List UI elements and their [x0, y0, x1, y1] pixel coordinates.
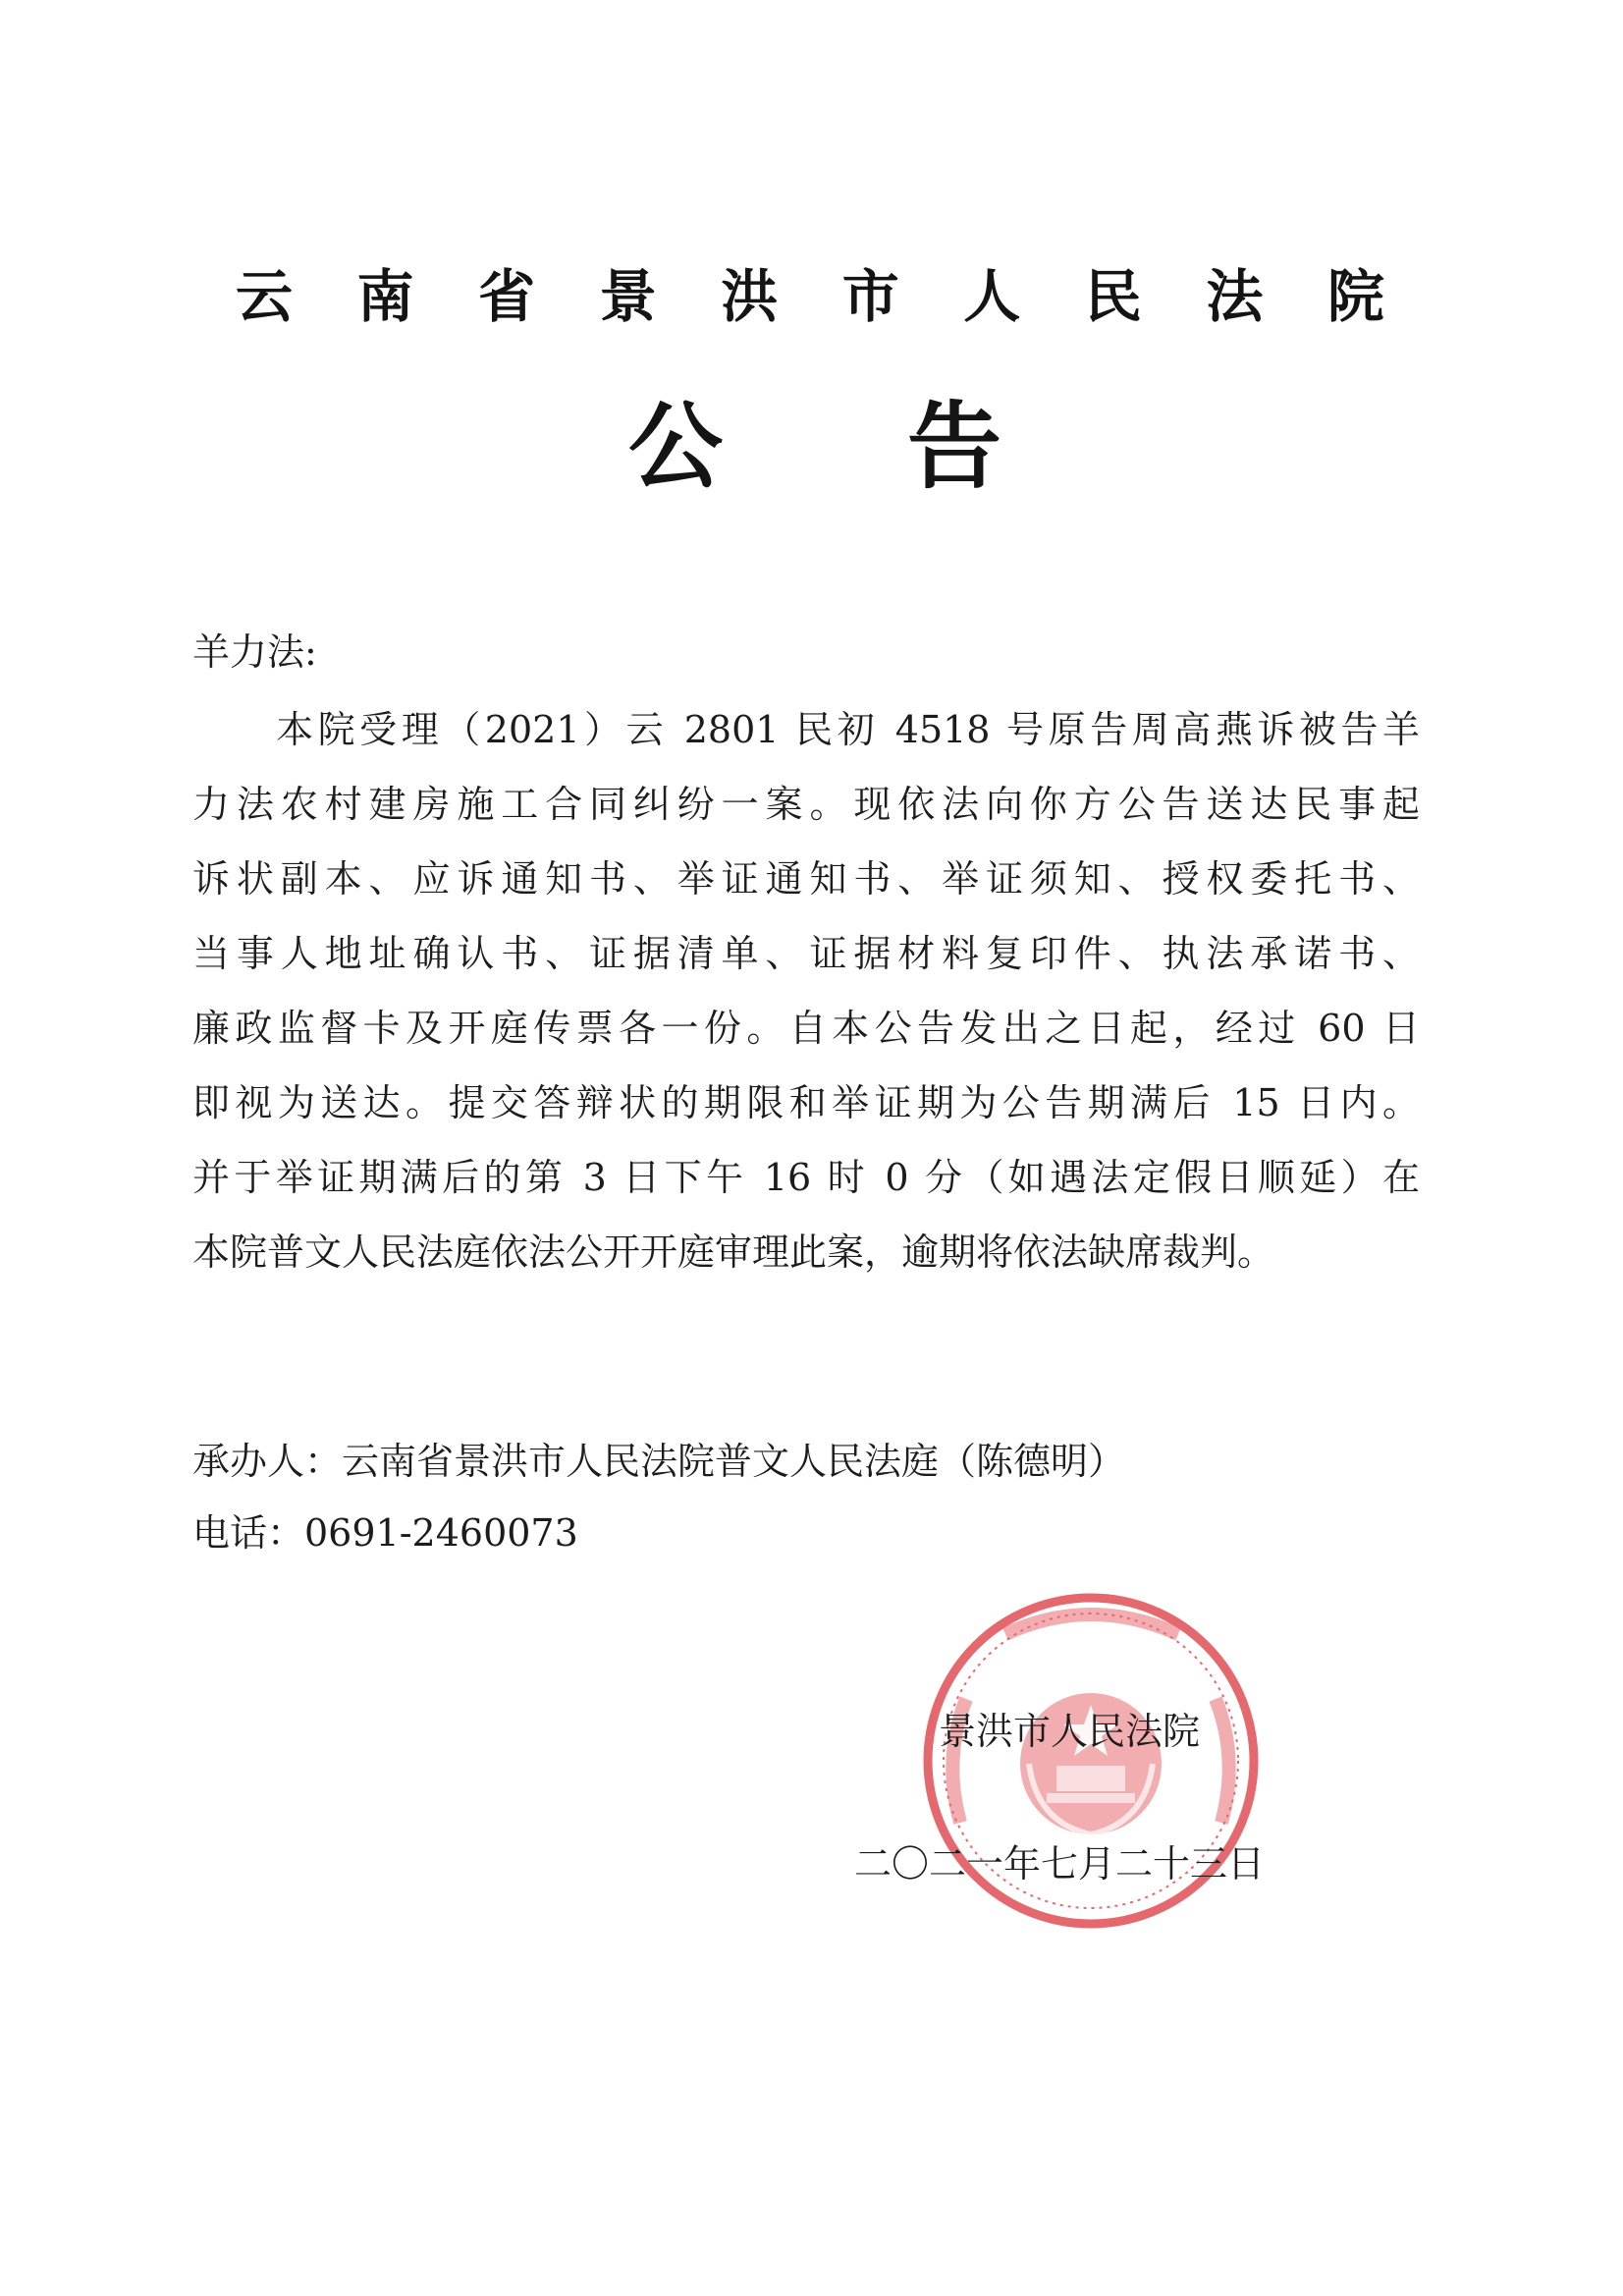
body-line: 即视为送达。提交答辩状的期限和举证期为公告期满后 15 日内。: [192, 1081, 1420, 1124]
court-name-char: 市: [841, 263, 899, 330]
court-name-char: 人: [963, 263, 1021, 330]
court-name-char: 洪: [721, 263, 779, 330]
addressee: 羊力法:: [192, 630, 317, 674]
handler-line: 承办人：云南省景洪市人民法院普文人民法庭（陈德明）: [192, 1440, 1126, 1483]
phone-line: 电话：0691-2460073: [192, 1511, 578, 1555]
court-name-char: 院: [1326, 263, 1384, 330]
court-name-char: 景: [599, 263, 657, 330]
court-name-char: 法: [1206, 263, 1264, 330]
court-name-char: 南: [356, 263, 414, 330]
court-name-char: 省: [478, 263, 536, 330]
body-line: 廉政监督卡及开庭传票各一份。自本公告发出之日起，经过 60 日: [192, 1007, 1420, 1050]
body-line: 并于举证期满后的第 3 日下午 16 时 0 分（如遇法定假日顺延）在: [192, 1156, 1420, 1199]
body-line: 本院普文人民法庭依法公开开庭审理此案，逾期将依法缺席裁判。: [192, 1230, 1275, 1274]
body-line: 诉状副本、应诉通知书、举证通知书、举证须知、授权委托书、: [192, 857, 1420, 901]
body-line: 本院受理（2021）云 2801 民初 4518 号原告周高燕诉被告羊: [192, 708, 1420, 751]
signing-court: 景洪市人民法院: [939, 1710, 1201, 1753]
notice-title-char: 告: [907, 392, 1001, 502]
notice-body: [192, 702, 1420, 1299]
court-name-heading: [236, 257, 1384, 336]
body-line: 当事人地址确认书、证据清单、证据材料复印件、执法承诺书、: [192, 932, 1420, 975]
signing-date: 二〇二一年七月二十三日: [854, 1842, 1266, 1886]
court-name-char: 云: [236, 263, 294, 330]
notice-title: [628, 393, 1001, 501]
court-name-char: 民: [1084, 263, 1142, 330]
notice-title-char: 公: [628, 392, 723, 502]
body-line: 力法农村建房施工合同纠纷一案。现依法向你方公告送达民事起: [192, 783, 1420, 826]
